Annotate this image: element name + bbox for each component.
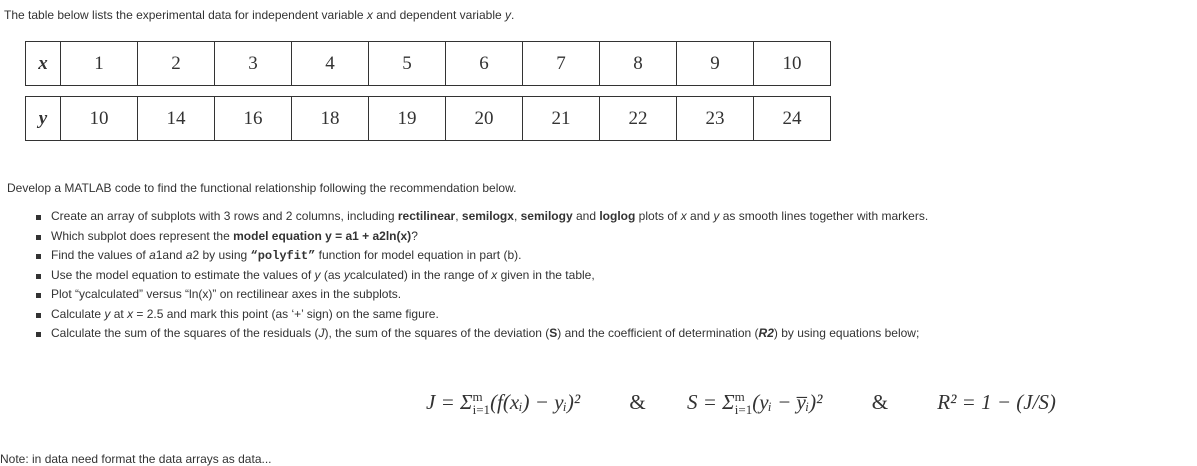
task-text: Plot “ycalculated” versus “ln(x)” on rectilinear axes in the subplots. — [51, 287, 402, 301]
task-bold: model equation — [233, 228, 326, 243]
x-cell: 6 — [446, 42, 523, 86]
y-cell: 14 — [138, 97, 215, 141]
table-row-y — [26, 97, 831, 141]
task-bold: semilogy — [520, 209, 573, 223]
list-item — [34, 207, 928, 227]
list-item — [34, 305, 928, 325]
equation-s-sub: i=1 — [734, 402, 753, 418]
task-italic: a — [149, 248, 156, 262]
x-cell: 3 — [215, 42, 292, 86]
task-text: , — [513, 209, 521, 223]
x-cell: 4 — [292, 42, 369, 86]
task-text: ), the sum of the squares of the deviation ( — [324, 326, 550, 340]
task-text: Calculate the sum of the squares of the residuals ( — [51, 326, 319, 340]
task-text: ) and the coefficient of determination ( — [557, 326, 759, 340]
task-italic: y — [104, 306, 111, 321]
y-cell: 19 — [369, 97, 446, 141]
polyfit-code: “polyfit” — [250, 249, 316, 263]
task-text: Calculate — [51, 306, 105, 321]
x-cell: 8 — [600, 42, 677, 86]
y-cell: 16 — [215, 97, 292, 141]
equation-j-sup: m — [472, 389, 483, 404]
intro-before: The table below lists the experimental data for independent variable — [4, 8, 367, 22]
intro-text — [4, 8, 514, 22]
y-cell: 21 — [523, 97, 600, 141]
equation-j-lhs: J = Σ — [426, 390, 473, 414]
intro-x: x — [366, 8, 373, 22]
task-text: ) by using equations below; — [773, 326, 920, 340]
task-text: , — [455, 209, 462, 223]
task-text: at — [110, 306, 128, 321]
task-italic: y — [343, 267, 350, 282]
equation-s-rhs: (yᵢ − y̅ᵢ)² — [752, 390, 823, 414]
task-list — [34, 207, 928, 344]
task-bold: S — [549, 326, 558, 340]
equation-s-lhs: S = Σ — [686, 390, 735, 414]
equation-s — [687, 389, 822, 418]
table-gap — [26, 86, 831, 97]
equation-j-sub: i=1 — [472, 402, 491, 418]
equations-row — [426, 389, 1056, 418]
ampersand-separator: & — [871, 390, 889, 414]
task-bold-italic: R2 — [758, 326, 774, 340]
x-cell: 10 — [754, 42, 831, 86]
y-cell: 20 — [446, 97, 523, 141]
task-bold: rectilinear — [397, 209, 456, 223]
y-cell: 18 — [292, 97, 369, 141]
task-text: (as — [320, 267, 344, 282]
y-cell: 23 — [677, 97, 754, 141]
task-italic: a — [185, 248, 193, 262]
task-text: given in the table, — [497, 267, 595, 282]
task-text: Which subplot does represent the — [51, 228, 234, 243]
task-text: and — [572, 209, 600, 223]
intro-middle: and dependent variable — [372, 8, 505, 22]
intro-after: . — [511, 8, 515, 22]
equation-j-rhs: (f(xᵢ) − yᵢ)² — [490, 390, 581, 414]
task-text: as smooth lines together with markers. — [719, 209, 929, 223]
task-text: and — [686, 209, 714, 223]
y-header: y — [26, 97, 61, 141]
intro-y: y — [505, 8, 511, 22]
develop-instruction: Develop a MATLAB code to find the functional relationship following the recommendation below. — [7, 181, 517, 195]
task-italic: x — [680, 209, 687, 223]
x-cell: 2 — [138, 42, 215, 86]
task-italic: J — [318, 326, 325, 340]
list-item — [34, 246, 928, 266]
y-cell: 24 — [754, 97, 831, 141]
task-text: = 2.5 and mark this point (as ‘+’ sign) on the same figure. — [133, 306, 439, 321]
cutoff-text: Note: in data need format the data arrays as data... — [0, 452, 272, 466]
equation-j — [426, 389, 580, 418]
y-cell: 22 — [600, 97, 677, 141]
task-text: ? — [411, 228, 418, 243]
task-text: Use the model equation to estimate the values of — [51, 267, 315, 282]
task-text: 2 by using — [192, 248, 251, 262]
x-cell: 9 — [677, 42, 754, 86]
x-header: x — [26, 42, 61, 86]
data-table — [25, 41, 831, 141]
list-item — [34, 324, 928, 344]
x-cell: 5 — [369, 42, 446, 86]
ampersand-separator: & — [629, 390, 646, 414]
list-item — [34, 285, 928, 305]
task-text: function for model equation in part (b). — [315, 248, 522, 262]
task-italic: x — [127, 306, 134, 321]
model-equation: y = a1 + a2ln(x) — [325, 228, 412, 243]
x-cell: 1 — [61, 42, 138, 86]
x-cell: 7 — [523, 42, 600, 86]
task-text: Create an array of subplots with 3 rows and 2 columns, including — [51, 209, 398, 223]
table-row-x — [26, 42, 831, 86]
task-bold: loglog — [599, 209, 636, 223]
equation-s-sup: m — [734, 389, 745, 404]
task-italic: x — [491, 267, 498, 282]
task-text: calculated) in the range of — [349, 267, 492, 282]
list-item — [34, 266, 928, 286]
task-italic: y — [713, 209, 720, 223]
equation-r2: R² = 1 − (J/S) — [937, 390, 1056, 414]
task-bold: semilogx — [461, 209, 514, 223]
task-italic: y — [314, 267, 321, 282]
task-text: plots of — [635, 209, 681, 223]
task-text: Find the values of — [51, 248, 150, 262]
table-gap-row — [26, 86, 831, 97]
y-cell: 10 — [61, 97, 138, 141]
list-item — [34, 227, 928, 247]
task-text: 1and — [155, 248, 186, 262]
